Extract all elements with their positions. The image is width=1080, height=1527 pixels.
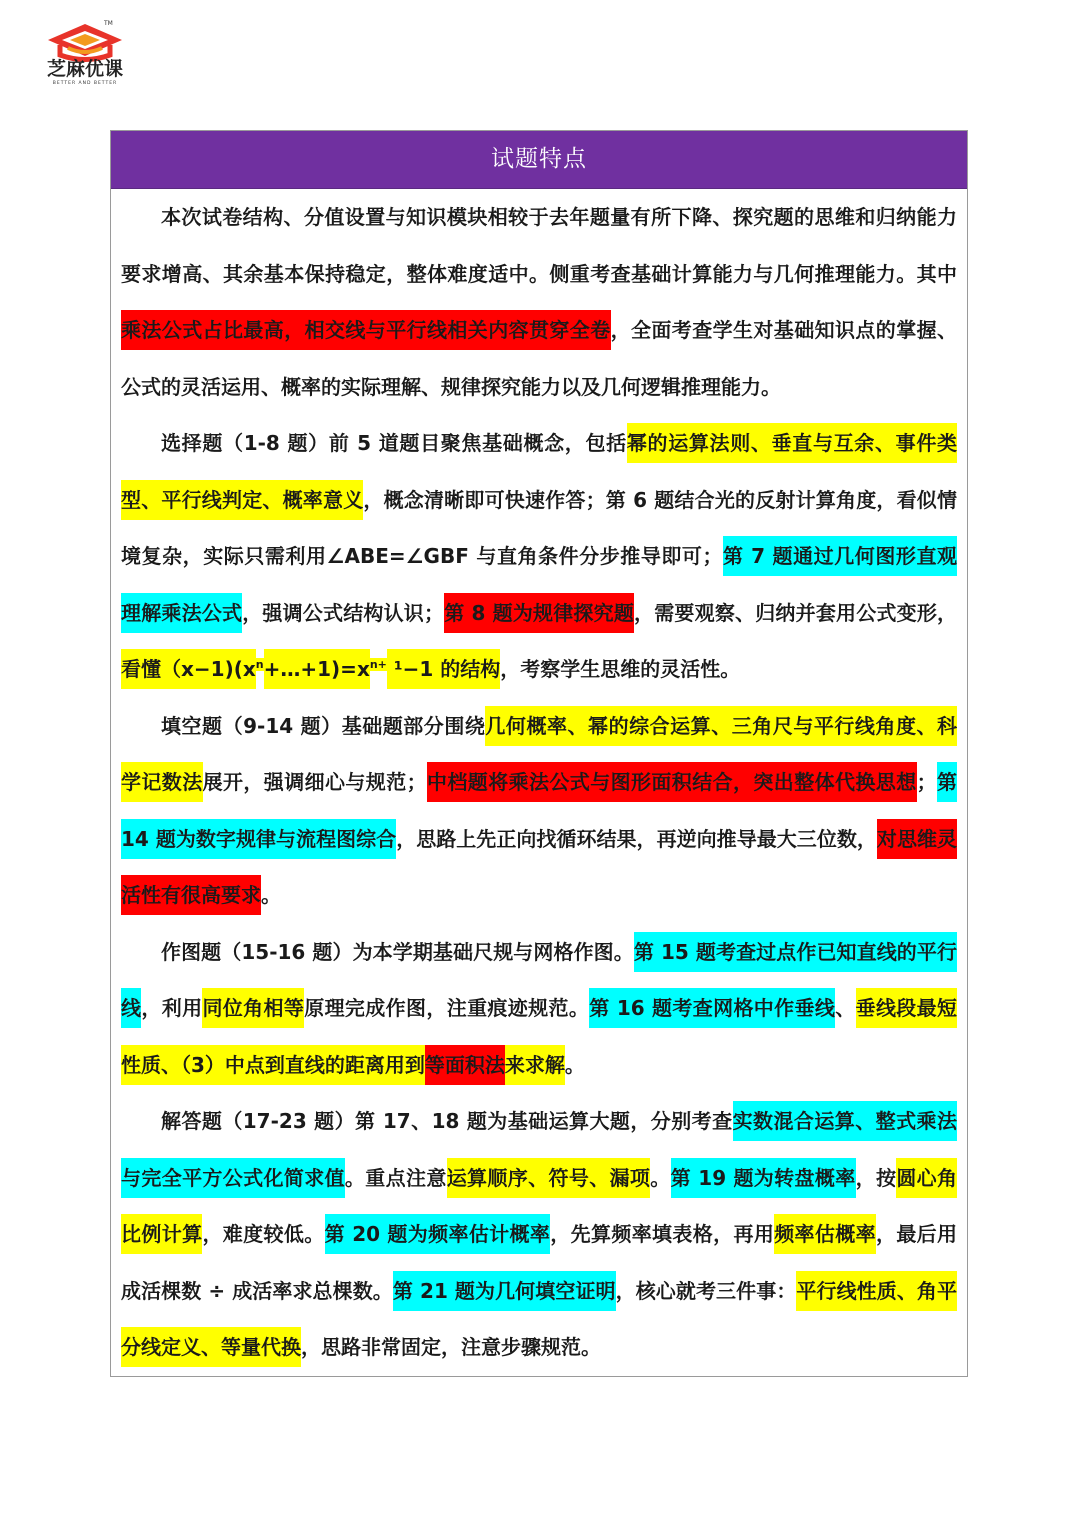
text-run: ，按 bbox=[855, 1165, 897, 1190]
highlighted-text: n bbox=[255, 658, 264, 672]
text-run: 。重点注意 bbox=[344, 1165, 447, 1190]
highlighted-text: 第 19 题为转盘概率 bbox=[671, 1158, 856, 1198]
highlighted-text: 同位角相等 bbox=[202, 988, 304, 1028]
brand-name: 芝麻优课 bbox=[46, 58, 123, 80]
highlighted-text: 运算顺序、符号、漏项 bbox=[447, 1158, 651, 1198]
text-run: ，概念清晰即可快速作答；第 6 题结合光的反射计算角度，看似情境复杂，实际只需利用∠ABE=∠GBF 与直角条件分步推导即可； bbox=[121, 487, 958, 568]
graduation-cap-icon bbox=[40, 18, 130, 62]
text-run: 解答题（17-23 题）第 17、18 题为基础运算大题，分别考查 bbox=[161, 1109, 733, 1133]
highlighted-text: 看懂（x−1)(x bbox=[121, 649, 256, 689]
highlighted-text: +…+1)=x bbox=[264, 649, 370, 689]
text-run: 原理完成作图，注重痕迹规范。 bbox=[304, 996, 590, 1020]
text-run: 展开，强调细心与规范； bbox=[202, 770, 427, 794]
text-run: ，利用 bbox=[141, 996, 203, 1020]
highlighted-text: 第 8 题为规律探究题 bbox=[444, 593, 634, 633]
highlighted-text: 来求解 bbox=[505, 1045, 565, 1085]
highlighted-text: n+ bbox=[369, 658, 387, 672]
highlighted-text: 第 15 题考查过点作已知直线的平行线 bbox=[121, 932, 957, 1029]
panel-title: 试题特点 bbox=[111, 131, 967, 189]
highlighted-text: 实数混合运算、整式乘法与完全平方公式化简求值 bbox=[121, 1101, 957, 1198]
text-run: ，核心就考三件事： bbox=[615, 1278, 797, 1303]
highlighted-text: 第 14 题为数字规律与流程图综合 bbox=[121, 762, 957, 859]
text-run: 作图题（15-16 题）为本学期基础尺规与网格作图。 bbox=[161, 939, 634, 964]
text-run: ，考察学生思维的灵活性。 bbox=[500, 657, 741, 681]
paragraph-overview bbox=[121, 189, 957, 415]
text-run: ，全面考查学生对基础知识点的掌握、公式的灵活运用、概率的实际理解、规律探究能力以及几何逻辑推理能力。 bbox=[121, 318, 958, 399]
highlighted-text: 第 16 题考查网格中作垂线 bbox=[589, 988, 835, 1028]
text-run: 填空题（9-14 题）基础题部分围绕 bbox=[161, 713, 486, 738]
panel-body bbox=[111, 189, 967, 1376]
highlighted-text: 第 20 题为频率估计概率 bbox=[325, 1214, 551, 1254]
text-run: ，强调公式结构认识； bbox=[242, 600, 444, 625]
text-run: ，难度较低。 bbox=[202, 1222, 325, 1246]
highlighted-text: 圆心角比例计算 bbox=[121, 1158, 957, 1255]
exam-features-panel bbox=[110, 130, 968, 1377]
highlighted-text: 幂的运算法则、垂直与互余、事件类型、平行线判定、概率意义 bbox=[121, 423, 957, 520]
text-run: ，需要观察、归纳并套用公式变形， bbox=[634, 600, 958, 625]
text-run: ，思路上先正向找循环结果，再逆向推导最大三位数， bbox=[396, 826, 877, 851]
text-run: ，思路非常固定，注意步骤规范。 bbox=[301, 1335, 601, 1359]
highlighted-text: 对思维灵活性有很高要求 bbox=[121, 819, 957, 916]
paragraph-fill-in-blank bbox=[121, 698, 957, 924]
highlighted-text: 垂线段最短性质、（3）中点到直线的距离用到 bbox=[121, 988, 957, 1085]
text-run: 、 bbox=[835, 996, 856, 1020]
text-run: 选择题（1-8 题）前 5 道题目聚焦基础概念，包括 bbox=[161, 431, 627, 455]
text-run: 本次试卷结构、分值设置与知识模块相较于去年题量有所下降、探究题的思维和归纳能力要求增高、其余基本保持稳定，整体难度适中。侧重考查基础计算能力与几何推理能力。其中 bbox=[121, 205, 957, 286]
text-run: 。 bbox=[650, 1165, 671, 1190]
paragraph-solution bbox=[121, 1093, 957, 1376]
text-run: ； bbox=[916, 770, 937, 794]
highlighted-text: 几何概率、幂的综合运算、三角尺与平行线角度、科学记数法 bbox=[121, 706, 957, 803]
text-run: 。 bbox=[261, 883, 281, 907]
trademark: TM bbox=[104, 20, 113, 27]
highlighted-text: 中档题将乘法公式与图形面积结合，突出整体代换思想 bbox=[427, 762, 917, 802]
highlighted-text: 等面积法 bbox=[425, 1045, 505, 1085]
brand-tagline: BETTER AND BETTER bbox=[52, 81, 118, 86]
highlighted-text: ¹−1 的结构 bbox=[387, 649, 500, 689]
highlighted-text: 乘法公式占比最高，相交线与平行线相关内容贯穿全卷 bbox=[121, 310, 611, 350]
highlighted-text: 第 7 题通过几何图形直观理解乘法公式 bbox=[121, 536, 957, 633]
text-run: 。 bbox=[564, 1052, 585, 1077]
highlighted-text: 频率估概率 bbox=[774, 1214, 876, 1254]
text-run: ，最后用成活棵数 ÷ 成活率求总棵数。 bbox=[121, 1222, 958, 1303]
highlighted-text: 平行线性质、角平分线定义、等量代换 bbox=[121, 1271, 957, 1368]
text-run: ，先算频率填表格，再用 bbox=[550, 1222, 775, 1246]
paragraph-construction bbox=[121, 924, 957, 1094]
paragraph-multiple-choice bbox=[121, 415, 957, 698]
highlighted-text: 第 21 题为几何填空证明 bbox=[393, 1271, 616, 1311]
